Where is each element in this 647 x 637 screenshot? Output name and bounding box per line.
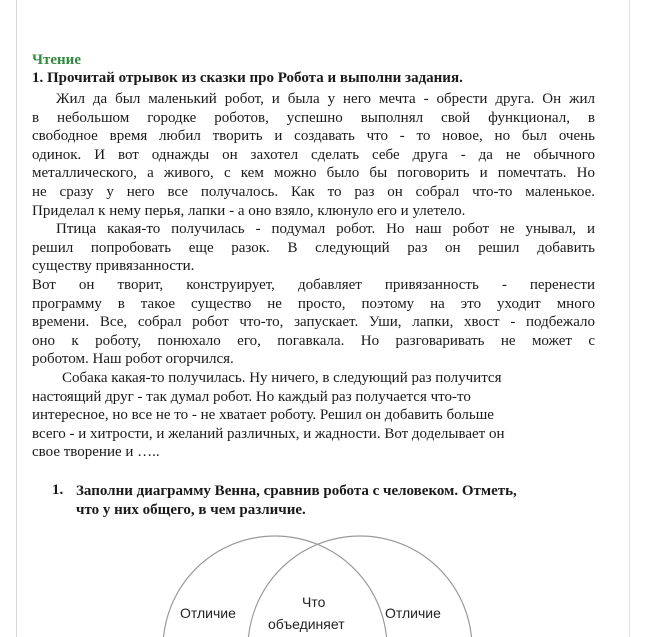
- text-line: Птица какая-то получилась - подумал робот. Но наш робот не унывал, и: [56, 221, 595, 237]
- text-line: программу в такое существо не просто, поэтому на это уходит много: [32, 295, 595, 312]
- text-line: Жил да был маленький робот, и была у него мечта - обрести друга. Он жил: [56, 91, 595, 107]
- text-line: роботом. Наш робот огорчился.: [32, 351, 234, 368]
- text-line: не сразу у него все получалось. Как то раз он собрал что-то маленькое.: [32, 183, 595, 200]
- venn-right-label: Отличие: [385, 605, 441, 621]
- text-line: существу привязанности.: [32, 258, 195, 275]
- question-line: что у них общего, в чем различие.: [76, 502, 306, 518]
- text-line: настоящий друг - так думал робот. Но каждый раз получается что-то: [32, 388, 471, 405]
- text-line: решил попробовать еще разок. В следующий раз он решил добавить: [32, 239, 595, 256]
- venn-center-label-1: Что: [302, 594, 326, 610]
- text-line: Приделал к нему перья, лапки - а оно взяло, клюнуло его и улетело.: [32, 202, 466, 219]
- section-title: Чтение: [32, 52, 81, 68]
- text-line: свободное время любил творить и создавать что - то новое, но был очень: [32, 128, 595, 145]
- text-line: одинок. И вот однажды он захотел сделать себе друга - да не обычного: [32, 146, 595, 163]
- text-line: свое творение и …..: [32, 444, 160, 461]
- question-number: 1.: [52, 482, 64, 498]
- question-line: Заполни диаграмму Венна, сравнив робота с человеком. Отметь,: [76, 483, 517, 499]
- text-line: интересное, но все не то - не хватает роботу. Решил он добавить больше: [32, 407, 494, 424]
- text-line: в небольшом городке роботов, успешно выполнял свой функционал, в: [32, 109, 595, 126]
- text-line: времени. Все, собрал робот что-то, запускает. Уши, лапки, хвост - подбежало: [32, 314, 595, 331]
- task-title: 1. Прочитай отрывок из сказки про Робота и выполни задания.: [32, 70, 463, 86]
- text-line: Вот он творит, конструирует, добавляет привязанность - перенести: [32, 277, 595, 293]
- text-line: всего - и хитрости, и желаний различных, и жадности. Вот доделывает он: [32, 425, 505, 442]
- venn-left-label: Отличие: [180, 605, 236, 621]
- venn-center-label-2: объединяет: [268, 616, 345, 632]
- text-line: Собака какая-то получилась. Ну ничего, в следующий раз получится: [62, 370, 502, 386]
- text-line: оно к роботу, понюхало его, погавкала. Но разговаривать не может с: [32, 332, 595, 349]
- text-line: металлического, а живого, с кем можно было бы поговорить и помечтать. Но: [32, 165, 595, 182]
